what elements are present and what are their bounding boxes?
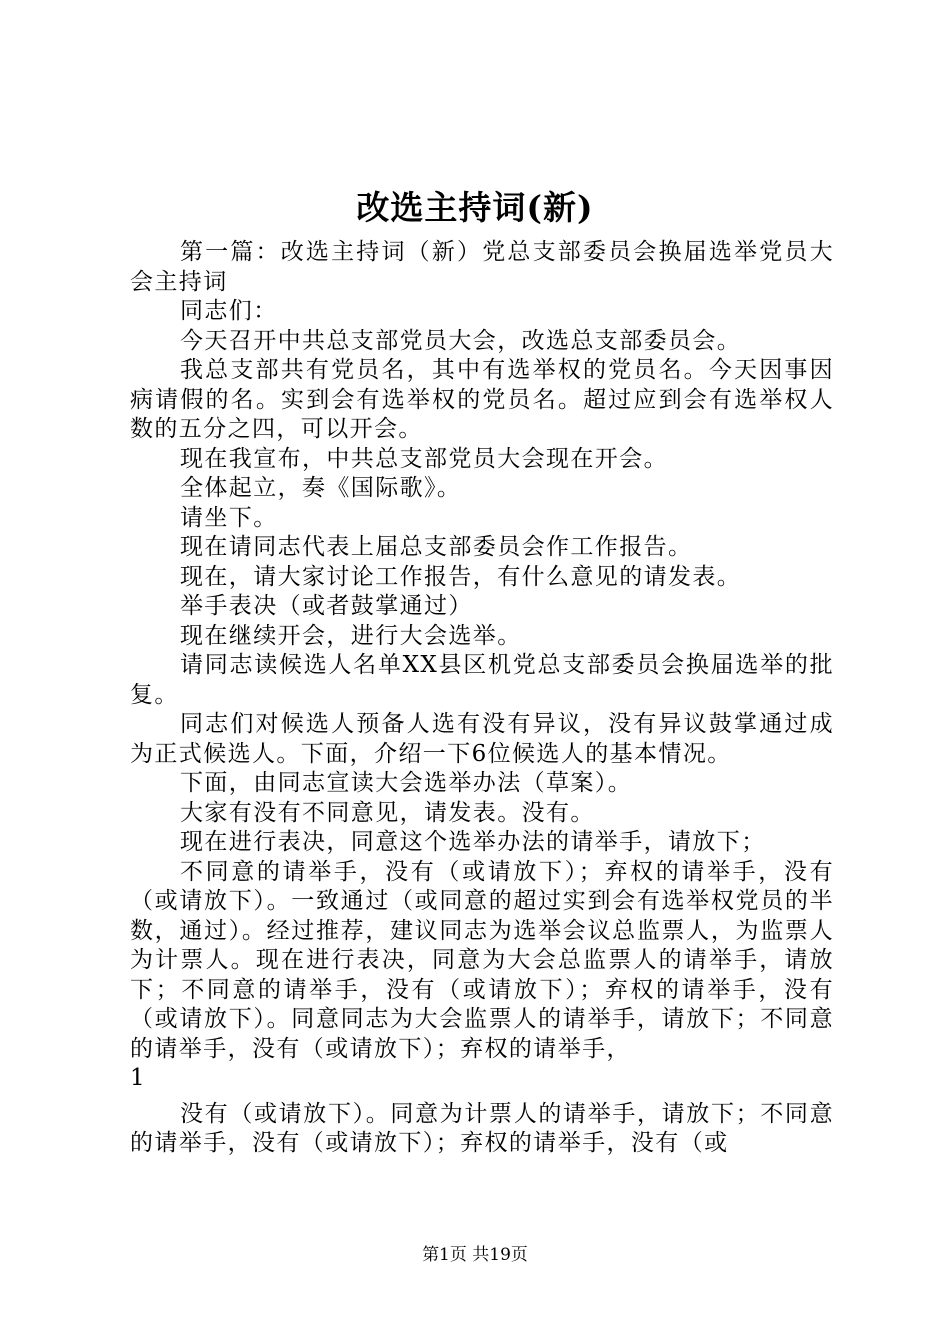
paragraph: 同志们： bbox=[180, 298, 278, 324]
paragraph: 现在请同志代表上届总支部委员会作工作报告。 bbox=[180, 534, 693, 560]
inline-page-marker: 1 bbox=[130, 1065, 147, 1091]
paragraph: 全体起立，奏《国际歌》。 bbox=[180, 475, 462, 501]
paragraph: 下面，由同志宣读大会选举办法（草案）。 bbox=[180, 770, 633, 796]
document-title: 改选主持词(新) bbox=[356, 188, 594, 227]
paragraph: 今天召开中共总支部党员大会，改选总支部委员会。 bbox=[180, 327, 742, 354]
paragraph: 举手表决（或者鼓掌通过） bbox=[180, 593, 473, 619]
paragraph: 我总支部共有党员名，其中有选举权的党员名。今天因事因病请假的名。实到会有选举权的党员名。超过应到会有选举权人数的五分之四，可以开会。 bbox=[130, 357, 834, 442]
paragraph: 现在继续开会，进行大会选举。 bbox=[180, 622, 522, 649]
paragraph: 现在进行表决，同意这个选举办法的请举手，请放下； bbox=[180, 829, 766, 855]
paragraph: 现在我宣布，中共总支部党员大会现在开会。 bbox=[180, 445, 668, 472]
document-body bbox=[130, 238, 834, 1159]
paragraph: 第一篇：改选主持词（新）党总支部委员会换届选举党员大会主持词 bbox=[130, 239, 834, 295]
paragraph-continuation: 没有（或请放下）。同意为计票人的请举手，请放下；不同意的请举手，没有（或请放下）；弃权的请举手，没有（或 bbox=[130, 1100, 834, 1156]
paragraph: 现在，请大家讨论工作报告，有什么意见的请发表。 bbox=[180, 563, 742, 590]
paragraph: 同志们对候选人预备人选有没有异议，没有异议鼓掌通过成为正式候选人。下面，介绍一下6位候选人的基本情况。 bbox=[130, 711, 834, 767]
paragraph: 请同志读候选人名单XX县区机党总支部委员会换届选举的批复。 bbox=[130, 652, 834, 708]
page-footer: 第1页 共19页 bbox=[422, 1245, 528, 1265]
paragraph: 大家有没有不同意见，请发表。没有。 bbox=[180, 799, 595, 826]
paragraph: 不同意的请举手，没有（或请放下）；弃权的请举手，没有（或请放下）。一致通过（或同意的超过实到会有选举权党员的半数，通过）。经过推荐，建议同志为选举会议总监票人，为监票人为计票人。现在进行表决，同意为大会总监票人的请举手，请放下；不同意的请举手，没有（或请放下）；弃权的请举手，没有（或请放下）。同意同志为大会监票人的请举手，请放下；不同意的请举手，没有（或请放下）；弃权的请举手， bbox=[130, 858, 834, 1062]
paragraph: 请坐下。 bbox=[180, 504, 278, 531]
